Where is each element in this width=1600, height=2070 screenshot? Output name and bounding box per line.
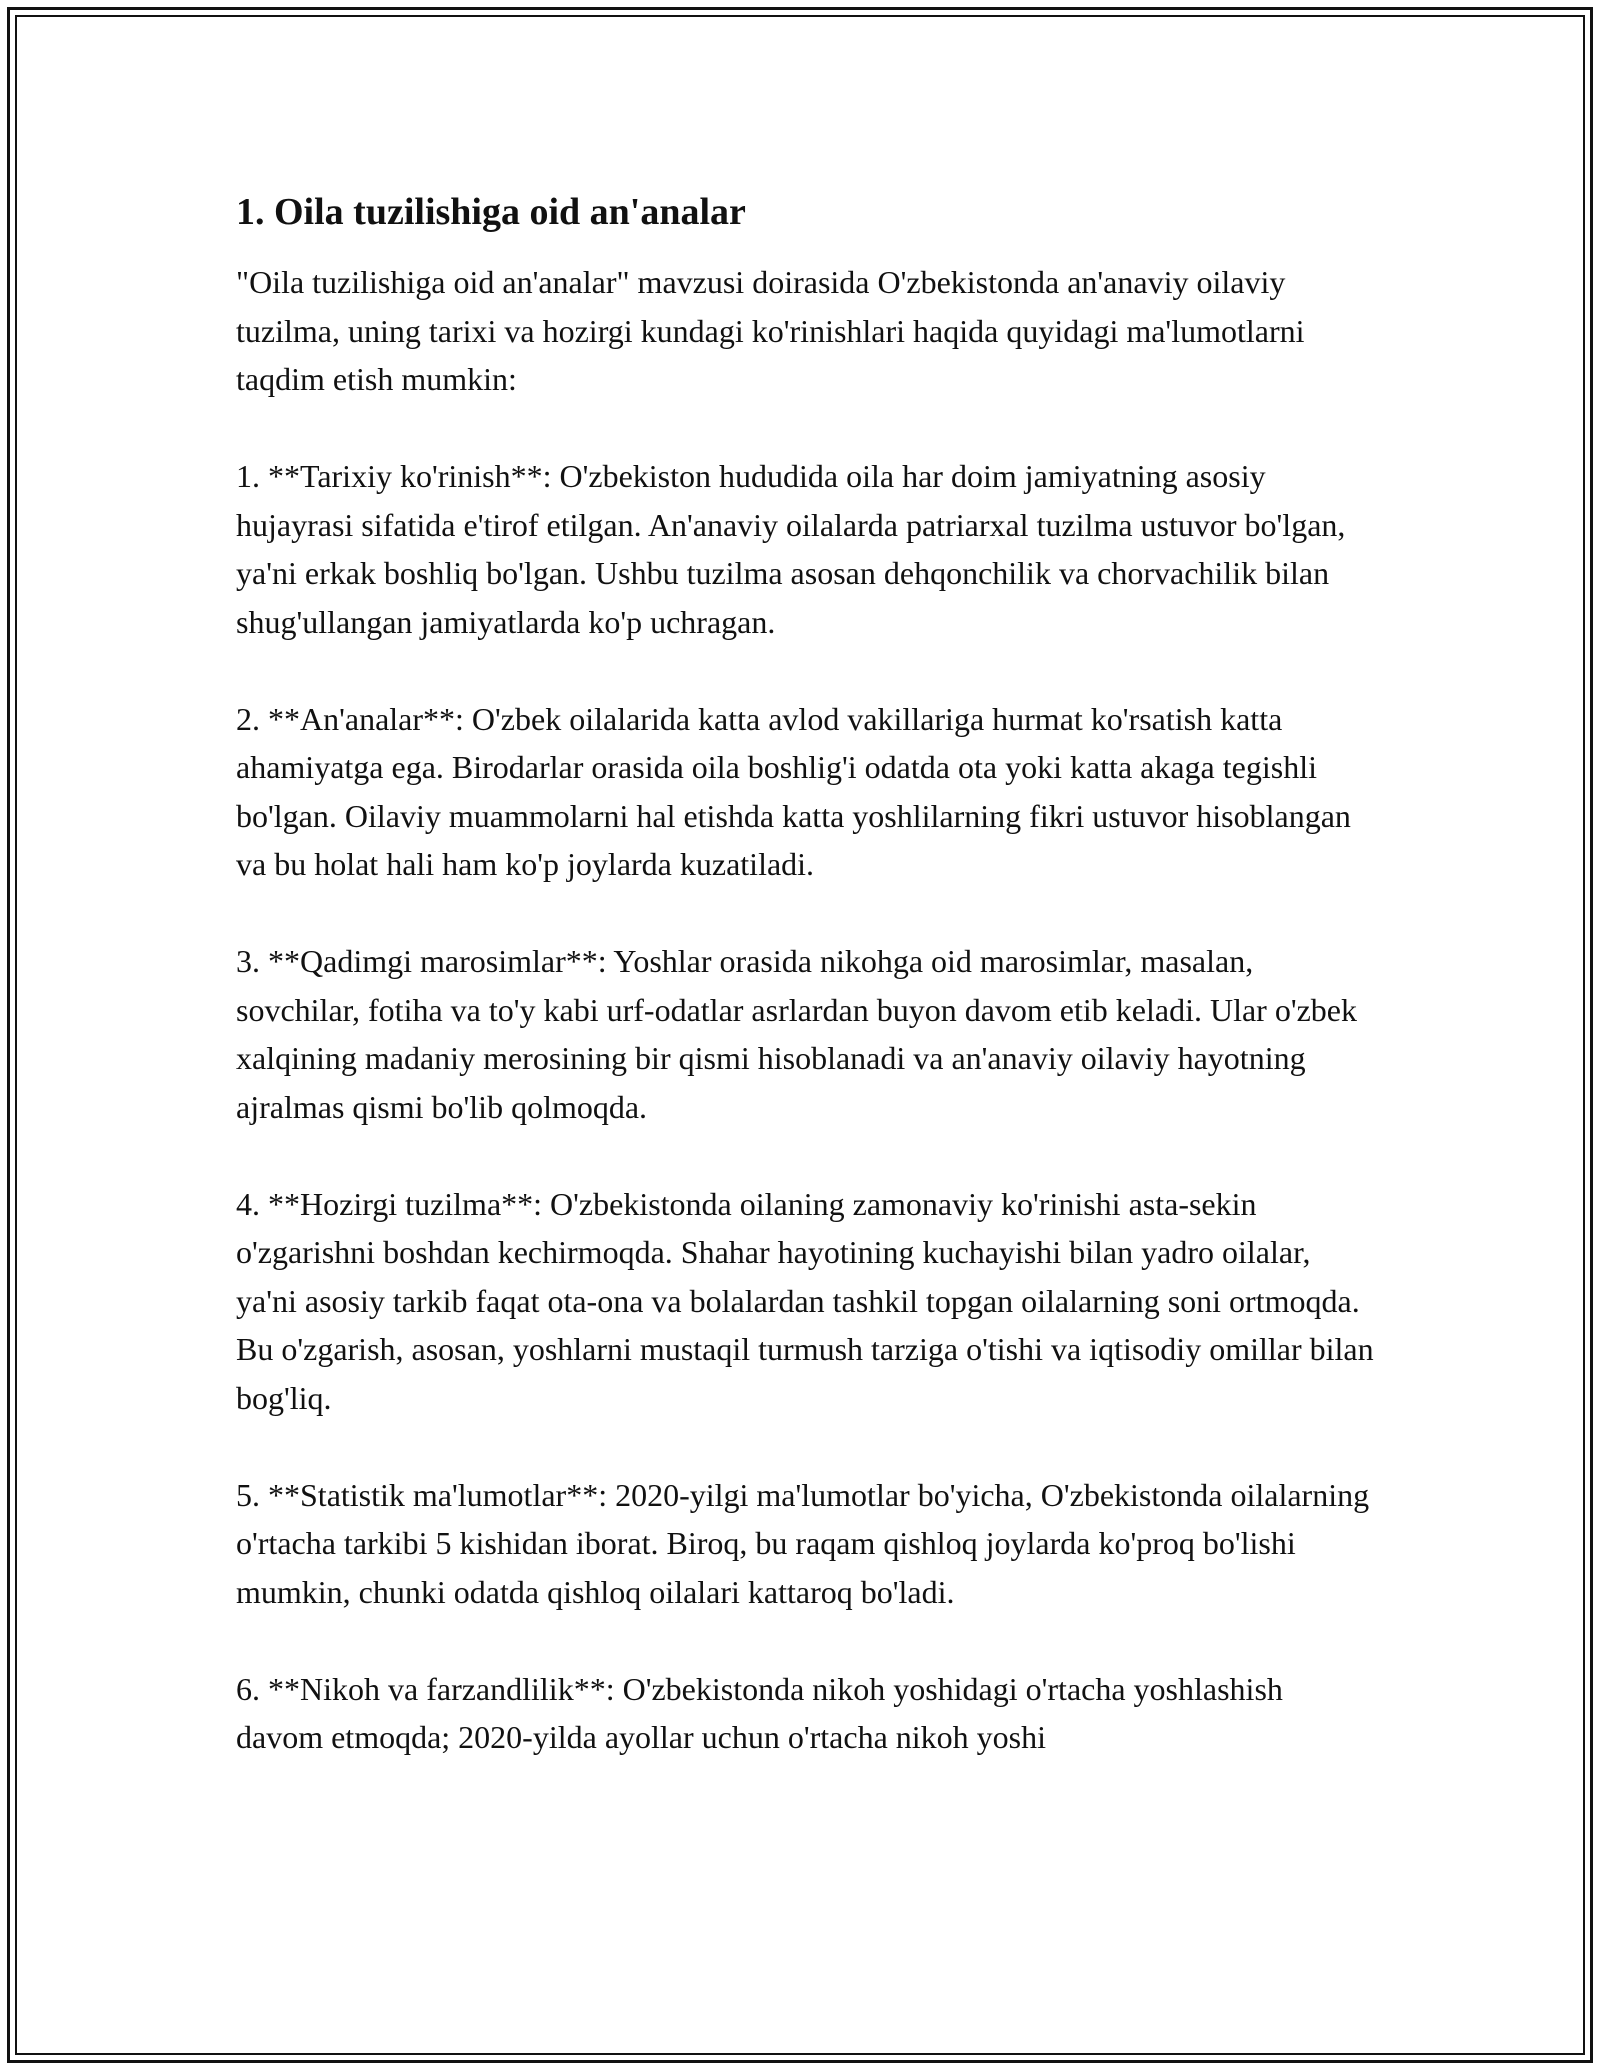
paragraph-statistics: 5. **Statistik ma'lumotlar**: 2020-yilgi ma'lumotlar bo'yicha, O'zbekistonda oilalarning o'rtacha tarkibi 5 kishidan iborat. Biroq, bu raqam qishloq joylarda ko'proq bo'lishi mumkin, chunki odatda qishloq oilalari kattaroq bo'ladi. [236, 1476, 1370, 1610]
paragraph-ancient-ceremonies: 3. **Qadimgi marosimlar**: Yoshlar orasida nikohga oid marosimlar, masalan, sovchilar, fotiha va to'y kabi urf-odatlar asrlardan buyon davom etib keladi. Ular o'zbek xalqining madaniy merosining bir qismi hisoblanadi va an'anaviy oilaviy hayotning ajralmas qismi bo'lib qolmoqda. [236, 943, 1357, 1125]
document-body [236, 188, 1376, 1762]
section-heading: 1. Oila tuzilishiga oid an'analar [236, 191, 746, 233]
intro-paragraph: "Oila tuzilishiga oid an'analar" mavzusi doirasida O'zbekistonda an'anaviy oilaviy tuzilma, uning tarixi va hozirgi kundagi ko'rinishlari haqida quyidagi ma'lumotlarni taqdim etish mumkin: [236, 264, 1305, 397]
paragraph-marriage-childbearing: 6. **Nikoh va farzandlilik**: O'zbekistonda nikoh yoshidagi o'rtacha yoshlashish davom etmoqda; 2020-yilda ayollar uchun o'rtacha nikoh yoshi [236, 1670, 1283, 1755]
paragraph-current-structure: 4. **Hozirgi tuzilma**: O'zbekistonda oilaning zamonaviy ko'rinishi asta-sekin o'zgarishni boshdan kechirmoqda. Shahar hayotining kuchayishi bilan yadro oilalar, ya'ni asosiy tarkib faqat ota-ona va bolalardan tashkil topgan oilalarning soni ortmoqda. Bu o'zgarish, asosan, yoshlarni mustaqil turmush tarziga o'tishi va iqtisodiy omillar bilan bog'liq. [236, 1185, 1374, 1416]
paragraph-historical-view: 1. **Tarixiy ko'rinish**: O'zbekiston hududida oila har doim jamiyatning asosiy hujayrasi sifatida e'tirof etilgan. An'anaviy oilalarda patriarxal tuzilma ustuvor bo'lgan, ya'ni erkak boshliq bo'lgan. Ushbu tuzilma asosan dehqonchilik va chorvachilik bilan shug'ullangan jamiyatlarda ko'p uchragan. [236, 458, 1346, 640]
paragraph-traditions: 2. **An'analar**: O'zbek oilalarida katta avlod vakillariga hurmat ko'rsatish katta ahamiyatga ega. Birodarlar orasida oila boshlig'i odatda ota yoki katta akaga tegishli bo'lgan. Oilaviy muammolarni hal etishda katta yoshlilarning fikri ustuvor hisoblangan va bu holat hali ham ko'p joylarda kuzatiladi. [236, 700, 1351, 882]
